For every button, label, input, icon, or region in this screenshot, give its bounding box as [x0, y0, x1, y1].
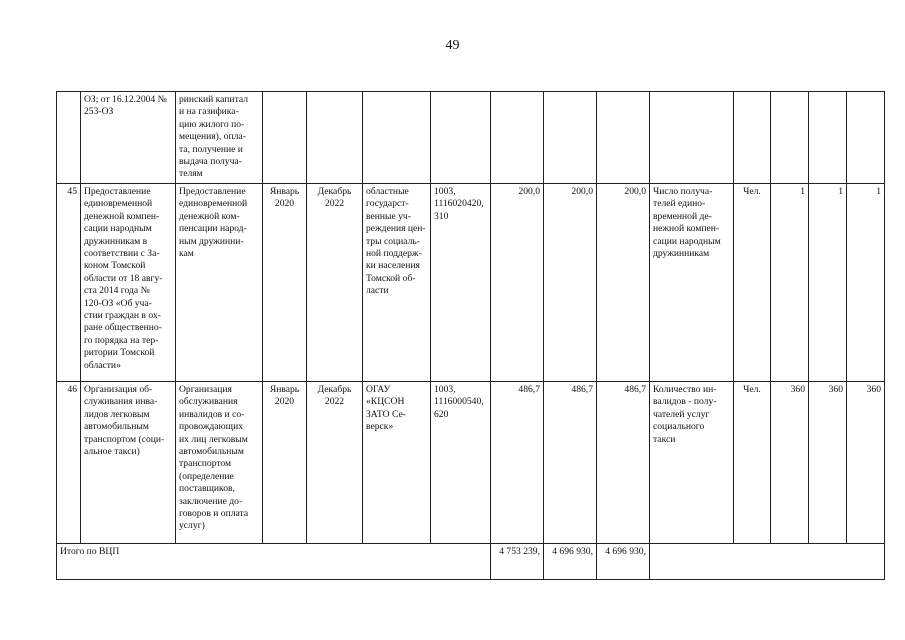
row-number: [57, 92, 81, 184]
indicator: Количество ин- валидов - полу- чателей услуг социального такси: [650, 382, 734, 544]
value-year3: 486,7: [597, 382, 650, 544]
indicator: [650, 92, 734, 184]
budget-code: 1003, 1116020420, 310: [431, 184, 491, 382]
page-number: 49: [445, 38, 460, 53]
value-year2: [544, 92, 597, 184]
table-row: [57, 184, 885, 382]
start-date: Январь 2020: [263, 382, 307, 544]
unit: [734, 92, 771, 184]
program-table: [56, 91, 885, 580]
indicator-year2: 360: [809, 382, 847, 544]
indicator-year2: 1: [809, 184, 847, 382]
total-year3: 4 696 930,: [597, 544, 650, 580]
total-label: Итого по ВЦП: [57, 544, 491, 580]
end-date: [307, 92, 363, 184]
total-empty-cell: [650, 544, 885, 580]
start-date: Январь 2020: [263, 184, 307, 382]
value-year2: 200,0: [544, 184, 597, 382]
indicator-year2: [809, 92, 847, 184]
value-year3: 200,0: [597, 184, 650, 382]
indicator-year1: 360: [771, 382, 809, 544]
executor: областные государст- венные уч- реждения цен- тры социаль- ной поддерж- ки населения Томской об- ласти: [363, 184, 431, 382]
total-year2: 4 696 930,: [544, 544, 597, 580]
unit: Чел.: [734, 184, 771, 382]
value-year2: 486,7: [544, 382, 597, 544]
indicator-year3: 1: [847, 184, 885, 382]
budget-code: 1003, 1116000540, 620: [431, 382, 491, 544]
indicator-year3: [847, 92, 885, 184]
executor: ОГАУ «КЦСОН ЗАТО Се- верск»: [363, 382, 431, 544]
measure-name: Организация об- служивания инва- лидов легковым автомобильным транспортом (соци- альное такси): [81, 382, 176, 544]
indicator-year1: [771, 92, 809, 184]
indicator-year3: 360: [847, 382, 885, 544]
end-date: Декабрь 2022: [307, 382, 363, 544]
executor: [363, 92, 431, 184]
table-row: [57, 382, 885, 544]
measure-action: Предоставление единовременной денежной ком- пенсации народ- ным дружинни- кам: [176, 184, 263, 382]
measure-action: ринский капитал и на газифика- цию жилого по- мещения), опла- та, получение и выдача получа- телям: [176, 92, 263, 184]
measure-action: Организация обслуживания инвалидов и со- провождающих их лиц легковым автомобильным транспортом (определение поставщиков, заключение до- говоров и оплата услуг): [176, 382, 263, 544]
value-year1: 486,7: [491, 382, 544, 544]
table-row: [57, 92, 885, 184]
row-number: 46: [57, 382, 81, 544]
indicator: Число получа- телей едино- временной де- нежной компен- сации народным дружинникам: [650, 184, 734, 382]
value-year1: [491, 92, 544, 184]
start-date: [263, 92, 307, 184]
budget-code: [431, 92, 491, 184]
end-date: Декабрь 2022: [307, 184, 363, 382]
indicator-year1: 1: [771, 184, 809, 382]
total-year1: 4 753 239,: [491, 544, 544, 580]
unit: Чел.: [734, 382, 771, 544]
row-number: 45: [57, 184, 81, 382]
value-year1: 200,0: [491, 184, 544, 382]
total-row: [57, 544, 885, 580]
measure-name: ОЗ; от 16.12.2004 № 253-ОЗ: [81, 92, 176, 184]
value-year3: [597, 92, 650, 184]
measure-name: Предоставление единовременной денежной компен- сации народным дружинникам в соответствии с За- коном Томской области от 18 авгу- ста 2014 года № 120-ОЗ «Об уча- стии граждан в ох- ране общественно- го порядка на тер- ритории Томской области»: [81, 184, 176, 382]
